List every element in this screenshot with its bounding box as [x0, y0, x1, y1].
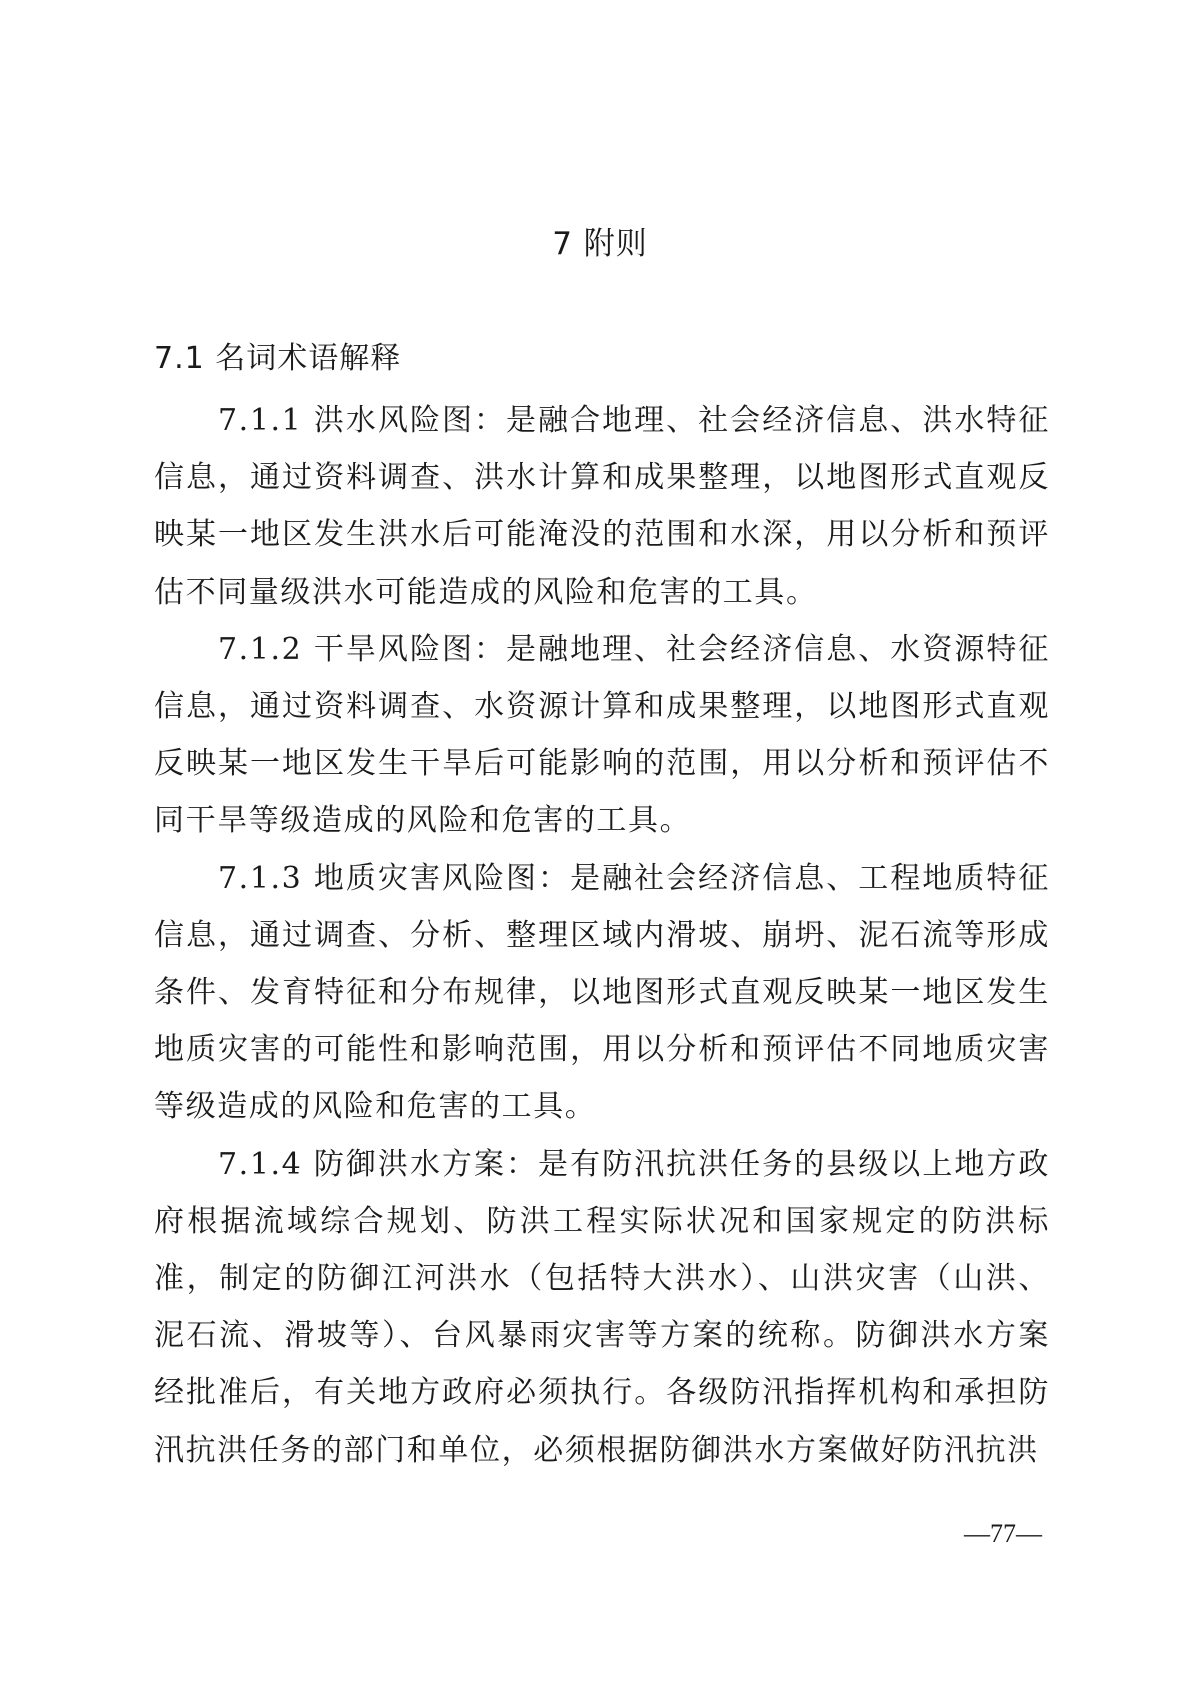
paragraph-7-1-2: 7.1.2 干旱风险图：是融地理、社会经济信息、水资源特征信息，通过资料调查、水资源计算和成果整理，以地图形式直观反映某一地区发生干旱后可能影响的范围，用以分析和预评估不同干旱等级造成的风险和危害的工具。: [154, 631, 1050, 839]
paragraph-7-1-3: 7.1.3 地质灾害风险图：是融社会经济信息、工程地质特征信息，通过调查、分析、整理区域内滑坡、崩坍、泥石流等形成条件、发育特征和分布规律，以地图形式直观反映某一地区发生地质灾害的可能性和影响范围，用以分析和预评估不同地质灾害等级造成的风险和危害的工具。: [154, 860, 1050, 1125]
page-number: —77—: [964, 1519, 1042, 1548]
section-heading: 7.1 名词术语解释: [154, 341, 402, 376]
paragraph-7-1-4: 7.1.4 防御洪水方案：是有防汛抗洪任务的县级以上地方政府根据流域综合规划、防洪工程实际状况和国家规定的防洪标准，制定的防御江河洪水（包括特大洪水）、山洪灾害（山洪、泥石流、滑坡等）、台风暴雨灾害等方案的统称。防御洪水方案经批准后，有关地方政府必须执行。各级防汛指挥机构和承担防汛抗洪任务的部门和单位，必须根据防御洪水方案做好防汛抗洪: [154, 1146, 1050, 1468]
document-body: [154, 392, 1050, 1479]
chapter-title: 7 附则: [552, 226, 648, 262]
paragraph-7-1-1: 7.1.1 洪水风险图：是融合地理、社会经济信息、洪水特征信息，通过资料调查、洪水计算和成果整理，以地图形式直观反映某一地区发生洪水后可能淹没的范围和水深，用以分析和预评估不同量级洪水可能造成的风险和危害的工具。: [154, 403, 1050, 610]
